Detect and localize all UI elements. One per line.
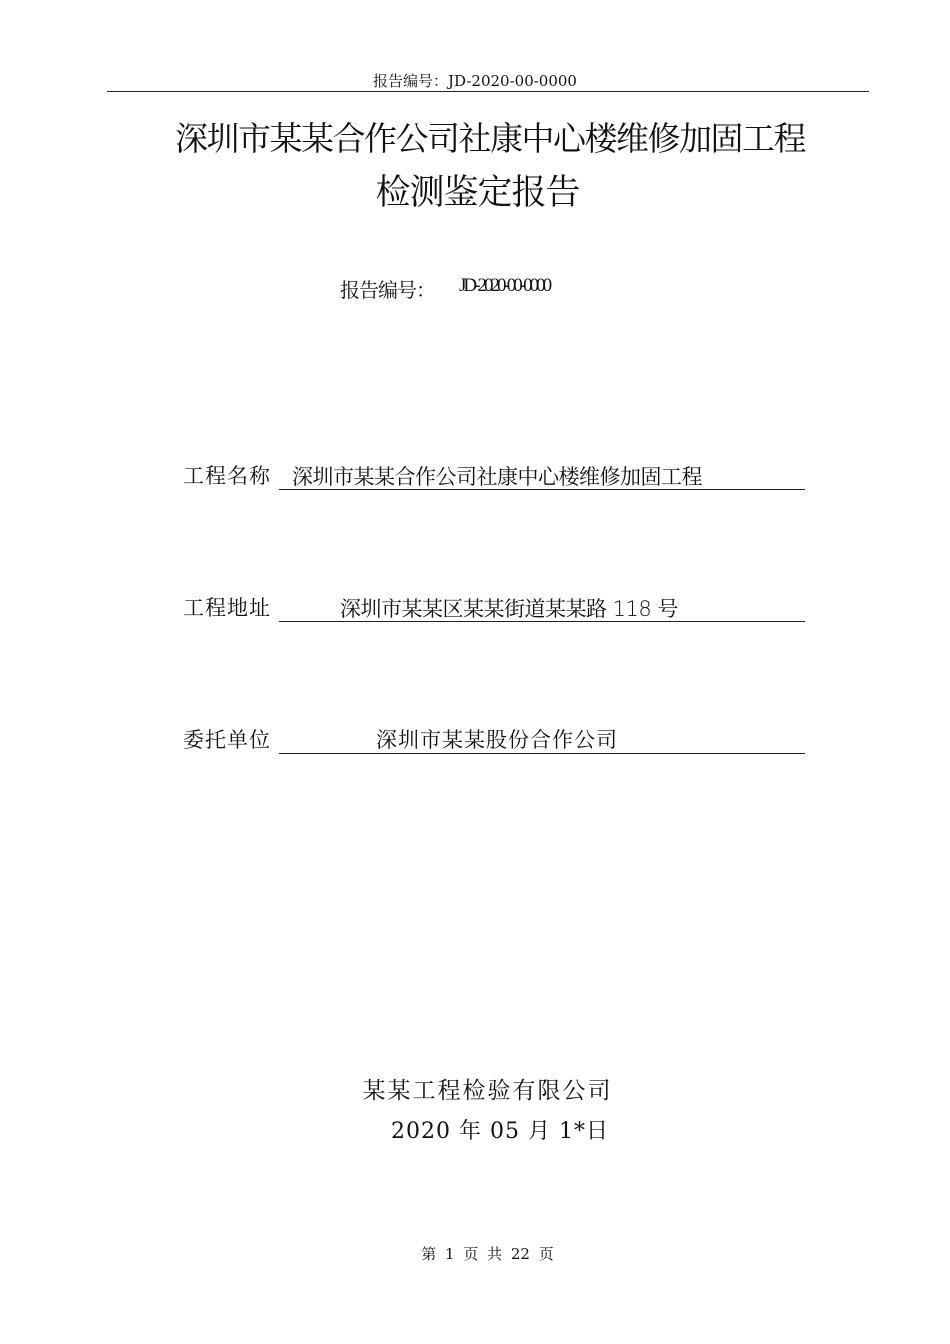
project-name-value: 深圳市某某合作公司社康中心楼维修加固工程 [292,465,702,489]
page-footer: 第 1 页 共 22 页 [421,1245,554,1263]
page-header-report-number: 报告编号：JD-2020-00-0000 [373,72,577,90]
header-rule [107,91,869,92]
document-subtitle: 检测鉴定报告 [375,173,580,213]
issue-date: 2020 年 05 月 1*日 [391,1119,609,1144]
issuing-company: 某某工程检验有限公司 [362,1078,613,1104]
client-label: 委托单位 [183,728,271,752]
project-name-label: 工程名称 [183,464,271,488]
client-underline [279,753,805,754]
client-value: 深圳市某某股份合作公司 [376,728,618,752]
project-name-underline [279,489,805,490]
project-address-underline [279,621,805,622]
project-address-value: 深圳市某某区某某街道某某路 118 号 [340,597,678,621]
project-address-label: 工程地址 [183,596,271,620]
document-title: 深圳市某某合作公司社康中心楼维修加固工程 [175,119,805,158]
report-number-value: JD-2020-00-0000 [459,275,550,296]
report-number-label: 报告编号： [340,278,435,302]
